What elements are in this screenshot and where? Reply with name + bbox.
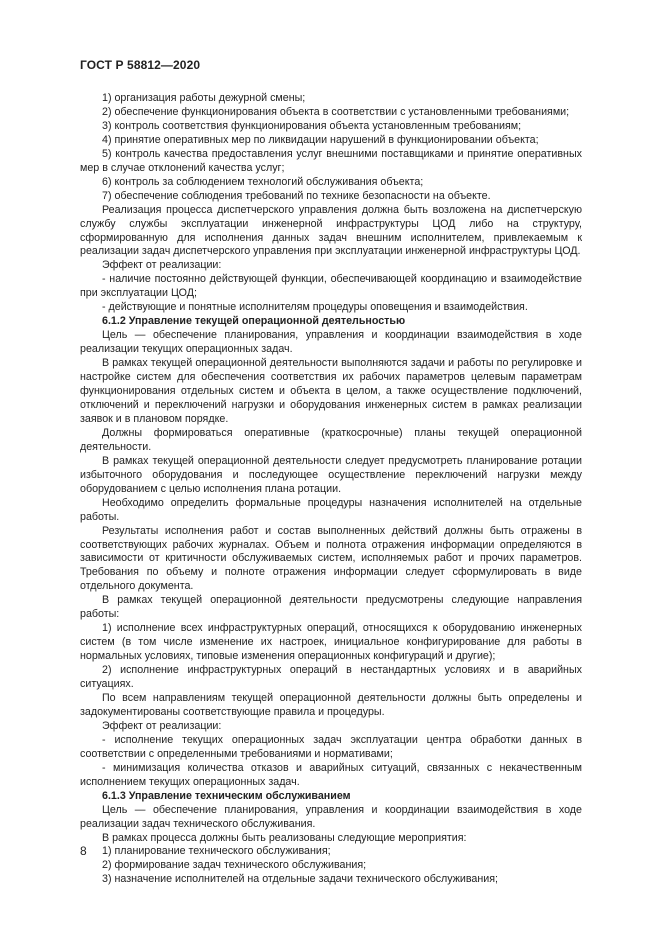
body-paragraph: По всем направлениям текущей операционной деятельности должны быть определены и задокументированы соответствующие правила и процедуры.	[80, 691, 582, 718]
section-heading: 6.1.3 Управление техническим обслуживанием	[102, 789, 351, 802]
body-paragraph: - исполнение текущих операционных задач эксплуатации центра обработки данных в соответствии с определенными требованиями и нормативами;	[80, 733, 582, 760]
body-paragraph: 2) исполнение инфраструктурных операций в нестандартных условиях и в аварийных ситуациях.	[80, 664, 582, 691]
body-paragraph: 1) организация работы дежурной смены;	[102, 92, 306, 104]
page-number: 8	[80, 844, 87, 858]
body-paragraph: - действующие и понятные исполнителям процедуры оповещения и взаимодействия.	[102, 301, 528, 314]
body-paragraph: Необходимо определить формальные процедуры назначения исполнителей на отдельные работы.	[80, 496, 582, 523]
body-paragraph: Результаты исполнения работ и состав выполненных действий должны быть отражены в соответствующих рабочих журналах. Объем и полнота отражения информации определяются в зависимости от критичности обслуживаемых систем, исполняемых работ и прочих параметров. Требования по объему и полноте отражения информации следует сформулировать в виде отдельного документа.	[80, 524, 582, 593]
body-paragraph: 3) контроль соответствия функционирования объекта установленным требованиям;	[102, 119, 522, 132]
body-paragraph: 5) контроль качества предоставления услуг внешними поставщиками и принятие оперативных мер в случае отклонений качества услуг;	[80, 147, 582, 174]
body-paragraph: Эффект от реализации:	[102, 259, 222, 272]
body-paragraph: 3) назначение исполнителей на отдельные задачи технического обслуживания;	[102, 873, 499, 886]
body-paragraph: 1) планирование технического обслуживания;	[102, 845, 331, 858]
body-paragraph: 2) обеспечение функционирования объекта в соответствии с установленными требованиями;	[102, 105, 570, 118]
body-paragraph: Цель — обеспечение планирования, управления и координации взаимодействия в ходе реализации текущих операционных задач.	[80, 329, 582, 356]
section-heading: 6.1.2 Управление текущей операционной деятельностью	[102, 315, 406, 328]
body-paragraph: В рамках текущей операционной деятельности предусмотрены следующие направления работы:	[80, 594, 582, 621]
body-paragraph: 7) обеспечение соблюдения требований по технике безопасности на объекте.	[102, 189, 491, 202]
document-body	[80, 92, 582, 887]
document-code-header: ГОСТ Р 58812—2020	[80, 58, 201, 72]
body-paragraph: 2) формирование задач технического обслуживания;	[102, 859, 367, 872]
body-paragraph: В рамках текущей операционной деятельности выполняются задачи и работы по регулировке и настройке систем для обеспечения соответствия их рабочих параметров целевым параметрам функционирования отдельных систем и объекта в целом, а также осуществление подключений, отключений и переключений нагрузки и оборудования инженерных систем в рамках реализации заявок и в плановом порядке.	[80, 357, 582, 425]
body-paragraph: 6) контроль за соблюдением технологий обслуживания объекта;	[102, 175, 424, 188]
body-paragraph: Цель — обеспечение планирования, управления и координации взаимодействия в ходе реализации задач технического обслуживания.	[80, 803, 582, 830]
body-paragraph: - наличие постоянно действующей функции, обеспечивающей координацию и взаимодействие при эксплуатации ЦОД;	[80, 273, 582, 300]
body-paragraph: В рамках процесса должны быть реализованы следующие мероприятия:	[102, 831, 467, 844]
body-paragraph: 1) исполнение всех инфраструктурных операций, относящихся к оборудованию инженерных систем (в том числе изменение их настроек, инициальное конфигурирование для работы в нормальных условиях, типовые изменения операционных конфигураций и другие);	[80, 622, 582, 663]
body-paragraph: - минимизация количества отказов и аварийных ситуаций, связанных с некачественным исполнением текущих операционных задач.	[80, 761, 582, 788]
body-paragraph: Должны формироваться оперативные (краткосрочные) планы текущей операционной деятельности.	[80, 426, 582, 453]
body-paragraph: Эффект от реализации:	[102, 719, 222, 732]
body-paragraph: 4) принятие оперативных мер по ликвидации нарушений в функционировании объекта;	[102, 133, 539, 146]
body-paragraph: Реализация процесса диспетчерского управления должна быть возложена на диспетчерскую службу службы эксплуатации инженерной инфраструктуры ЦОД либо на структуру, сформированную для исполнения данных задач внешним исполнителем, привлекаемым к реализации задач диспетчерского управления при эксплуатации инженерной инфраструктуры ЦОД.	[80, 203, 582, 258]
body-paragraph: В рамках текущей операционной деятельности следует предусмотреть планирование ротации избыточного оборудования и последующее осуществление переключений нагрузки между оборудованием с целью исполнения плана ротации.	[80, 454, 582, 495]
